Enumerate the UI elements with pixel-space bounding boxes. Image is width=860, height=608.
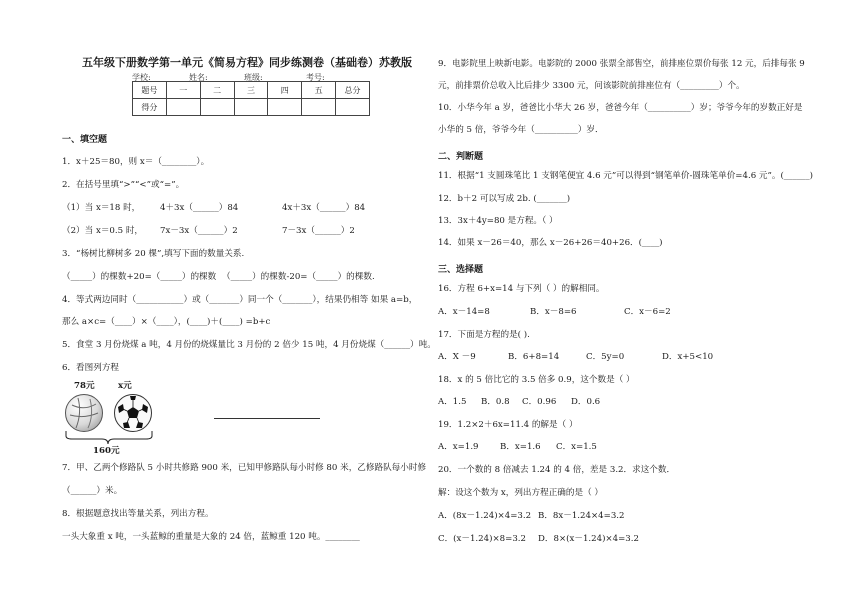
section-multiple-choice: 三、选择题	[438, 265, 484, 275]
class-field: 班级:___________	[244, 73, 307, 82]
question-20-option-b: B．8x－1.24×4=3.2	[538, 511, 625, 521]
score-cell	[336, 99, 370, 116]
question-8: 8．根据题意找出等量关系，列出方程。	[62, 509, 214, 519]
score-cell	[200, 99, 234, 116]
total-price-label: 160元	[93, 446, 120, 456]
score-table	[132, 81, 370, 116]
question-18: 19．1.2×2＋6x=11.4 的解是（ ）	[438, 420, 578, 430]
question-15: 16．方程 6+x=14 与下列（ ）的解相同。	[438, 284, 605, 294]
question-20: 20．一个数的 8 倍减去 1.24 的 4 倍，差是 3.2．求这个数．	[438, 465, 676, 475]
exam-number-field: 考号:___________	[306, 73, 369, 82]
question-3-b: （_____）的棵数-20=（_____）的棵数.	[222, 272, 375, 282]
question-16-option-b: B．6+8=14	[508, 352, 560, 362]
question-4-b: 那么 a×c=（____）×（____），(____)＋(____) =b+c	[62, 317, 271, 327]
question-16-option-c: C．5y=0	[586, 352, 625, 362]
volleyball-image	[65, 394, 103, 432]
question-12: 12．b＋2 可以写成 2b. (_______)	[438, 194, 571, 204]
score-cell: 题号	[133, 82, 167, 99]
score-cell: 三	[234, 82, 268, 99]
question-7-b: （______）米。	[62, 486, 123, 496]
question-2-part-1-b: 4x＋3x（______）84	[282, 203, 366, 213]
question-7: 7．甲、乙两个修路队 5 小时共修路 900 米，已知甲修路队每小时修 80 米，乙修路队每小时修	[62, 463, 427, 473]
question-10: 10．小华今年 a 岁，爸爸比小华大 26 岁，爸爸今年（__________）岁；爷爷今年的岁数正好是	[438, 103, 803, 113]
question-6: 6．看图列方程	[62, 363, 120, 373]
question-11: 11．根据“1 支圆珠笔比 1 支钢笔便宜 4.6 元”可以得到“钢笔单价-圆珠笔单价=4.6 元”。(______)	[438, 171, 813, 181]
question-10-b: 小华的 5 倍，爷爷今年（__________）岁．	[438, 125, 604, 135]
question-15-option-a: A．x－14=8	[438, 307, 490, 317]
question-9-b: 元，前排票价总收入比后排少 3300 元，问该影院前排座位有（_________）个。	[438, 81, 745, 91]
score-table-header-row	[133, 82, 370, 99]
score-cell: 一	[166, 82, 200, 99]
answer-line	[214, 418, 320, 419]
school-field: 学校:___________	[132, 73, 195, 82]
question-18-option-c: C．x=1.5	[556, 442, 597, 452]
question-2: 2．在括号里填“>”“<”或“=”。	[62, 180, 185, 190]
question-16-option-a: A．X －9	[438, 352, 476, 362]
question-20-note: 解：设这个数为 x，列出方程正确的是（ ）	[438, 488, 603, 498]
question-15-option-c: C．x－6=2	[624, 307, 671, 317]
question-8-b: 一头大象重 x 吨，一头蓝鲸的重量是大象的 24 倍，蓝鲸重 120 吨。________	[62, 532, 360, 542]
question-2-part-1: （1）当 x＝18 时，	[62, 203, 141, 213]
question-17-option-a: A．1.5	[438, 397, 467, 407]
question-16: 17．下面是方程的是( ).	[438, 330, 530, 340]
question-17-option-d: D．0.6	[571, 397, 601, 407]
question-2-part-2: （2）当 x＝0.5 时，	[62, 226, 144, 236]
score-cell	[268, 99, 302, 116]
question-2-part-2-a: 7x－3x（______）2	[160, 226, 238, 236]
question-15-option-b: B．x－8=6	[530, 307, 577, 317]
question-18-option-b: B．x=1.6	[500, 442, 541, 452]
question-17-option-b: B．0.8	[481, 397, 510, 407]
question-17-option-c: C．0.96	[522, 397, 557, 407]
question-18-option-a: A．x=1.9	[438, 442, 479, 452]
question-2-part-1-a: 4＋3x（______）84	[160, 203, 239, 213]
question-16-option-d: D．x+5<10	[662, 352, 714, 362]
score-cell: 二	[200, 82, 234, 99]
score-cell	[166, 99, 200, 116]
score-cell: 五	[302, 82, 336, 99]
soccer-ball-image	[114, 394, 152, 432]
question-3: 3．“杨树比柳树多 20 棵”,填写下面的数量关系.	[62, 249, 245, 259]
soccer-price-label: x元	[118, 381, 132, 391]
name-field: 姓名:___________	[189, 73, 252, 82]
question-3-a: （_____）的棵数+20=（_____）的棵数	[62, 272, 217, 282]
question-2-part-2-b: 7－3x（______）2	[282, 226, 355, 236]
question-14: 14．如果 x－26＝40，那么 x－26+26＝40+26．(____)	[438, 238, 663, 248]
question-13: 13．3x＋4y=80 是方程。（ ）	[438, 216, 558, 226]
question-20-option-d: D．8×(x－1.24)×4=3.2	[538, 534, 639, 544]
question-20-option-c: C．(x－1.24)×8=3.2	[438, 534, 526, 544]
question-1: 1．x＋25＝80，则 x＝（________）。	[62, 157, 210, 167]
section-true-false: 二、判断题	[438, 152, 484, 162]
question-20-option-a: A．(8x－1.24)×4=3.2	[438, 511, 532, 521]
question-17: 18．x 的 5 倍比它的 3.5 倍多 0.9，这个数是（ ）	[438, 375, 635, 385]
score-cell: 得分	[133, 99, 167, 116]
score-cell	[302, 99, 336, 116]
question-4: 4．等式两边同时（___________）或（_______）同一个（_______），结果仍相等 如果 a=b，	[62, 295, 418, 305]
score-cell: 四	[268, 82, 302, 99]
score-cell	[234, 99, 268, 116]
score-cell: 总分	[336, 82, 370, 99]
volleyball-price-label: 78元	[74, 381, 95, 391]
page-title: 五年级下册数学第一单元《简易方程》同步练测卷（基础卷）苏教版	[82, 56, 412, 69]
total-brace	[64, 430, 154, 446]
question-9: 9．电影院里上映新电影。电影院的 2000 张票全部售空，前排座位票价每张 12 元，后排每张 9	[438, 59, 805, 69]
question-5: 5．食堂 3 月份烧煤 a 吨，4 月份的烧煤量比 3 月份的 2 倍少 15 吨，4 月份烧煤（______）吨。	[62, 340, 436, 350]
section-fill-in: 一、填空题	[62, 135, 108, 145]
score-table-score-row	[133, 99, 370, 116]
